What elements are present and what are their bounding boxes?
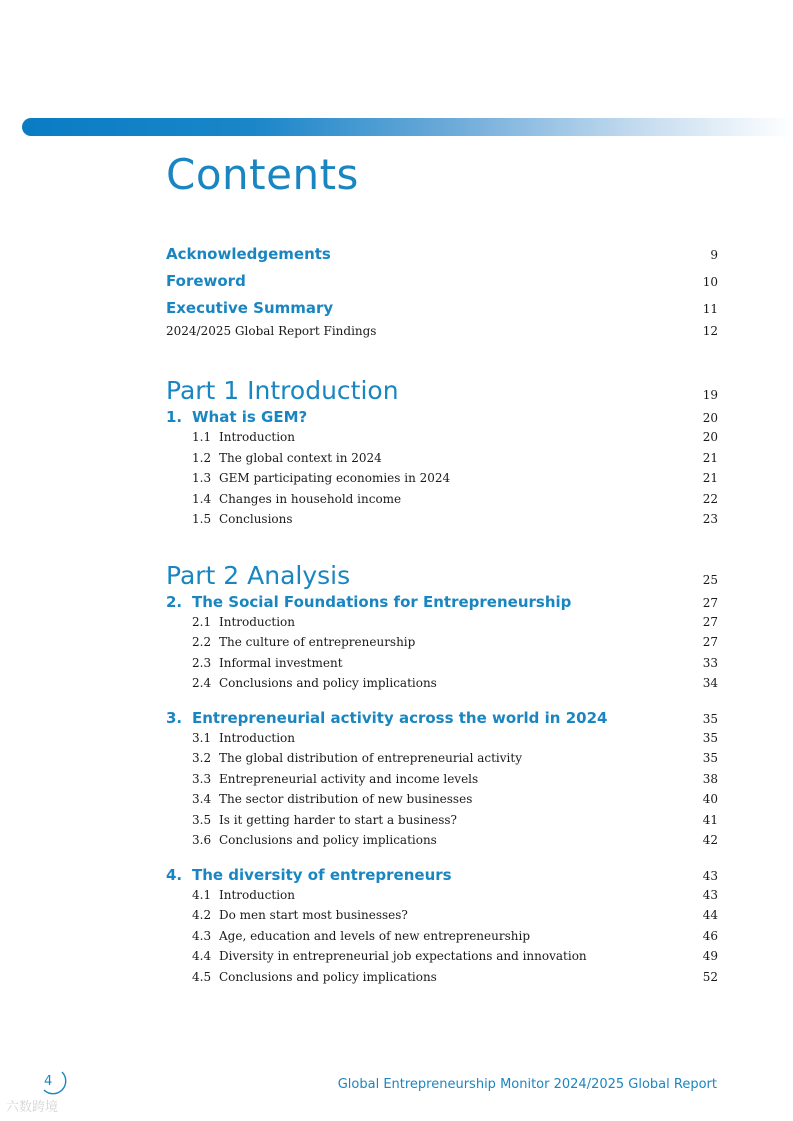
toc-entry-front[interactable] [166,299,718,326]
toc-section-number: 3.4 [192,792,212,806]
toc-section[interactable] [166,949,718,970]
toc-chapter-page: 20 [702,411,718,425]
page-arc-icon [38,1068,68,1098]
toc-section[interactable] [166,471,718,492]
toc-section-number: 4.5 [192,969,212,984]
toc-section-page: 27 [702,614,718,629]
toc-section-label: The global context in 2024 [219,450,382,465]
toc-chapter[interactable] [166,709,718,731]
toc-part[interactable] [166,376,718,412]
toc-section-label: Introduction [219,430,295,444]
toc-section-label: Changes in household income [219,491,402,506]
toc-section-title [192,833,437,847]
toc-section[interactable] [166,512,718,533]
toc-section-title [192,430,295,444]
toc-section-number: 3.3 [192,771,212,786]
toc-section-number: 2.2 [192,635,212,649]
toc-chapter-label: What is GEM? [192,408,308,426]
toc-section[interactable] [166,492,718,513]
toc-section-label: Conclusions [219,512,293,526]
toc-section-label: Is it getting harder to start a business? [219,812,457,827]
toc-section-title [192,792,472,806]
toc-chapter-title [166,866,452,884]
toc-entry-label: Executive Summary [166,299,334,317]
toc-section-label: The culture of entrepreneurship [219,635,416,649]
toc-section-label: Conclusions and policy implications [219,676,437,690]
toc-section[interactable] [166,792,718,813]
toc-part-label: Part 2 Analysis [166,560,351,590]
toc-section-page: 20 [702,430,718,444]
toc-section-label: Diversity in entrepreneurial job expectations and innovation [219,949,587,963]
toc-entry-label: Acknowledgements [166,245,331,263]
page-title: Contents [166,150,359,199]
toc-entry-label: 2024/2025 Global Report Findings [166,324,377,338]
toc-section-title [192,970,437,984]
toc-section-label: GEM participating economies in 2024 [219,471,451,485]
toc-section-page: 40 [702,792,718,806]
toc-section-page: 23 [702,512,718,526]
toc-section-number: 1.3 [192,471,212,485]
toc-section-number: 4.3 [192,928,212,943]
toc-section-number: 2.3 [192,655,212,670]
toc-section-title [192,492,401,506]
header-gradient-band [22,118,793,136]
toc-section-number: 3.2 [192,751,212,765]
page-number: 4 [44,1074,53,1089]
toc-entry-page: 10 [702,275,718,289]
toc-chapter-label: The Social Foundations for Entrepreneurship [192,592,572,611]
toc-chapter-page: 27 [702,595,718,610]
toc-part-page: 19 [702,388,718,402]
toc-section-title [192,471,450,485]
toc-section-page: 22 [702,491,718,506]
toc-part-label: Part 1 Introduction [166,376,399,405]
toc-entry-page: 9 [710,248,718,262]
toc-section-title [192,888,295,902]
toc-section-page: 52 [702,969,718,984]
toc-chapter-number: 4. [166,865,183,884]
toc-entry-front[interactable] [166,324,718,346]
toc-section[interactable] [166,430,718,451]
toc-chapter[interactable] [166,866,718,888]
toc-section-label: Do men start most businesses? [219,908,408,922]
toc-section-number: 3.6 [192,833,212,847]
toc-section[interactable] [166,833,718,854]
toc-section-number: 4.4 [192,949,212,963]
toc-section-page: 21 [702,450,718,465]
toc-section-title [192,451,382,465]
toc-section-title [192,512,293,526]
toc-chapter-number: 2. [166,592,183,611]
toc-section-page: 42 [702,833,718,847]
toc-part-page: 25 [702,572,718,587]
toc-section[interactable] [166,888,718,909]
toc-section-label: Introduction [219,730,295,745]
toc-chapter[interactable] [166,408,718,430]
toc-section-page: 49 [702,949,718,963]
toc-section-title [192,772,478,786]
toc-section-title [192,949,587,963]
toc-entry-label: Foreword [166,272,246,290]
toc-section[interactable] [166,908,718,929]
toc-section-label: Age, education and levels of new entrepreneurship [219,928,531,943]
table-of-contents [166,245,718,990]
toc-entry-page: 12 [702,324,718,338]
page-number-badge [38,1068,68,1098]
toc-section-number: 1.2 [192,450,212,465]
toc-chapter-title [166,593,571,611]
toc-section[interactable] [166,731,718,752]
toc-section-number: 3.1 [192,730,212,745]
toc-section-page: 35 [702,730,718,745]
toc-section-number: 4.2 [192,908,212,922]
toc-section[interactable] [166,656,718,677]
toc-section-page: 21 [702,471,718,485]
toc-chapter-page: 43 [702,868,718,883]
footer-report-title: Global Entrepreneurship Monitor 2024/2025 Global Report [337,1077,717,1092]
toc-section-page: 33 [702,655,718,670]
toc-section-page: 35 [702,751,718,765]
toc-section-title [192,751,522,765]
toc-section-title [192,615,295,629]
toc-chapter-label: The diversity of entrepreneurs [192,865,452,884]
toc-chapter-title [166,709,607,727]
toc-section-number: 3.5 [192,812,212,827]
toc-section-label: Conclusions and policy implications [219,833,437,847]
watermark-text: 六数跨境 [6,1100,59,1115]
toc-section-number: 4.1 [192,887,212,902]
toc-section[interactable] [166,751,718,772]
toc-section-label: Entrepreneurial activity and income levels [219,771,479,786]
toc-section-title [192,908,408,922]
toc-section-label: The sector distribution of new businesses [219,792,473,806]
toc-section-number: 1.4 [192,491,212,506]
toc-section-title [192,635,415,649]
toc-section-title [192,813,457,827]
toc-section-page: 38 [702,771,718,786]
toc-section-label: The global distribution of entrepreneurial activity [219,751,522,765]
toc-part[interactable] [166,561,718,597]
toc-chapter-number: 3. [166,708,183,727]
toc-entry-front[interactable] [166,245,718,272]
toc-section-label: Introduction [219,887,295,902]
toc-section-title [192,731,295,745]
toc-entry-front[interactable] [166,272,718,299]
toc-section[interactable] [166,772,718,793]
toc-chapter-title [166,408,307,426]
toc-section-number: 2.1 [192,614,212,629]
toc-chapter[interactable] [166,593,718,615]
toc-section[interactable] [166,813,718,834]
toc-section[interactable] [166,615,718,636]
toc-section-number: 2.4 [192,676,212,690]
toc-section-label: Introduction [219,614,295,629]
toc-section-title [192,656,343,670]
toc-section-number: 1.5 [192,512,212,526]
toc-section[interactable] [166,929,718,950]
toc-section-page: 27 [702,635,718,649]
toc-section[interactable] [166,451,718,472]
toc-section-title [192,929,530,943]
toc-section-label: Informal investment [219,655,343,670]
toc-chapter-label: Entrepreneurial activity across the world in 2024 [192,708,608,727]
toc-section[interactable] [166,635,718,656]
toc-chapter-page: 35 [702,711,718,726]
toc-section-page: 43 [702,887,718,902]
toc-section-title [192,676,437,690]
toc-chapter-number: 1. [166,408,183,426]
toc-section-page: 41 [702,812,718,827]
toc-section-number: 1.1 [192,430,212,444]
toc-section-label: Conclusions and policy implications [219,969,437,984]
toc-section-page: 46 [702,928,718,943]
toc-entry-page: 11 [702,302,718,316]
toc-section-page: 44 [702,908,718,922]
toc-section[interactable] [166,676,718,697]
toc-section-page: 34 [702,676,718,690]
toc-section[interactable] [166,970,718,991]
